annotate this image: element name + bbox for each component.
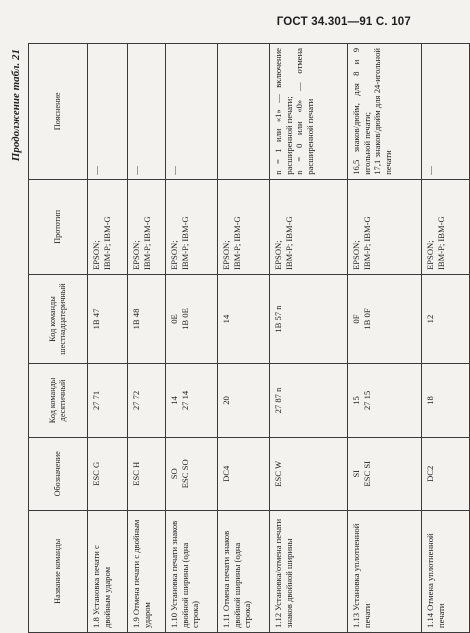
table-header-row [29,44,88,633]
cell-hex [348,274,422,363]
table-row [166,44,218,633]
cell-proto [218,179,270,274]
cell-hex-text: 0F 1B 0F [351,308,372,330]
cell-note-text: — [131,166,141,175]
table-row [128,44,166,633]
cell-name [270,510,348,632]
cell-dec-text: 27 87 n [273,387,283,414]
cell-name-text: 1.13 Установка уплотненной печати [351,523,372,628]
cell-dec-text: 14 27 14 [169,390,190,411]
cell-proto-text: EPSON; IBM-P; IBM-G [425,216,446,270]
cell-dec [128,364,166,438]
cell-code-text: DC2 [425,465,435,482]
cell-name-text: 1.12 Установка/отмена печати знаков двойной ширины [273,518,294,628]
cell-note [88,44,128,180]
cell-dec-text: 20 [221,396,231,405]
cell-proto [348,179,422,274]
cell-hex [128,274,166,363]
cell-proto [166,179,218,274]
cell-proto-text: EPSON; IBM-P; IBM-G [273,216,294,270]
cell-name [422,510,470,632]
cell-note-text: 16,5 знаков/дюйм, для 8 и 9 игольной печати; 17,1 знаков/дюйм для 24-игольной печати [351,48,394,175]
cell-note-text: — [91,166,101,175]
cell-dec-text: 18 [425,396,435,405]
cell-hex-text: 14 [221,314,231,324]
cell-dec-text: 15 27 15 [351,390,372,411]
cell-note [166,44,218,180]
col-header-note: Пояснение [29,44,88,180]
col-header-code: Обозначение [29,437,88,510]
cell-proto [422,179,470,274]
cell-note-text: — [425,166,435,175]
cell-note-text: n = 1 или «1» — включение расширенной печати; n = 0 или «0» — отмена расширенной печати [273,48,316,175]
page-header: ГОСТ 34.301—91 С. 107 [276,16,411,28]
table-body [88,44,470,633]
cell-note [348,44,422,180]
cell-name [348,510,422,632]
col-header-dec: Код команды десятичный [29,364,88,438]
cell-code-text: SI ESC SI [351,461,372,487]
table-row [88,44,128,633]
cell-hex-text: 1B 48 [131,308,141,330]
cell-proto-text: EPSON; IBM-P; IBM-G [131,216,152,270]
cell-proto-text: EPSON; IBM-P; IBM-G [169,216,190,270]
cell-dec [348,364,422,438]
cell-proto [270,179,348,274]
cell-dec-text: 27 72 [131,390,141,411]
cell-name-text: 1.14 Отмена уплотненной печати [425,533,446,628]
cell-name [88,510,128,632]
cell-dec-text: 27 71 [91,390,101,411]
cell-hex-text: 1B 57 n [273,305,283,333]
cell-dec [88,364,128,438]
cell-hex [218,274,270,363]
table-continuation-title: Продолжение табл. 21 [10,49,22,162]
cell-proto-text: EPSON; IBM-P; IBM-G [221,216,242,270]
rotated-table-block [10,43,446,633]
cell-proto-text: EPSON; IBM-P; IBM-G [351,216,372,270]
cell-hex-text: 1B 47 [91,308,101,330]
col-header-proto: Прототип [29,179,88,274]
cell-code [348,437,422,510]
cell-dec [270,364,348,438]
cell-code [422,437,470,510]
cell-code-text: DC4 [221,465,231,482]
cell-code [218,437,270,510]
cell-note [218,44,270,180]
cell-note [422,44,470,180]
cell-note [270,44,348,180]
cell-code-text: ESC H [131,461,141,486]
cell-hex [166,274,218,363]
cell-proto [128,179,166,274]
cell-note-text: — [169,166,179,175]
cell-code-text: ESC G [91,461,101,486]
cell-note [128,44,166,180]
cell-proto-text: EPSON; IBM-P; IBM-G [91,216,112,270]
cell-hex [88,274,128,363]
table-row [270,44,348,633]
cell-name [166,510,218,632]
cell-name [218,510,270,632]
cell-dec [218,364,270,438]
cell-name-text: 1.8 Установка печати с двойным ударом [91,545,112,628]
cell-code-text: SO ESC SO [169,459,190,489]
cell-hex [422,274,470,363]
cell-name-text: 1.11 Отмена печати знаков двойной ширины (одна строка) [221,530,253,628]
table-row [422,44,470,633]
cell-hex-text: 0E 1B 0E [169,308,190,330]
cell-name-text: 1.9 Отмена печати с двойным ударом [131,519,152,628]
cell-name [128,510,166,632]
col-header-name: Название команды [29,510,88,632]
cell-dec [422,364,470,438]
col-header-hex: Код команды шестнадцатеричный [29,274,88,363]
cell-code [270,437,348,510]
cell-dec [166,364,218,438]
table-row [218,44,270,633]
cell-hex [270,274,348,363]
cell-hex-text: 12 [425,314,435,324]
cell-code [88,437,128,510]
cell-name-text: 1.10 Установка печати знаков двойной ширины (одна строка) [169,520,201,628]
cell-code [128,437,166,510]
cell-proto [88,179,128,274]
commands-table [28,43,470,633]
cell-code-text: ESC W [273,460,283,487]
table-row [348,44,422,633]
cell-code [166,437,218,510]
